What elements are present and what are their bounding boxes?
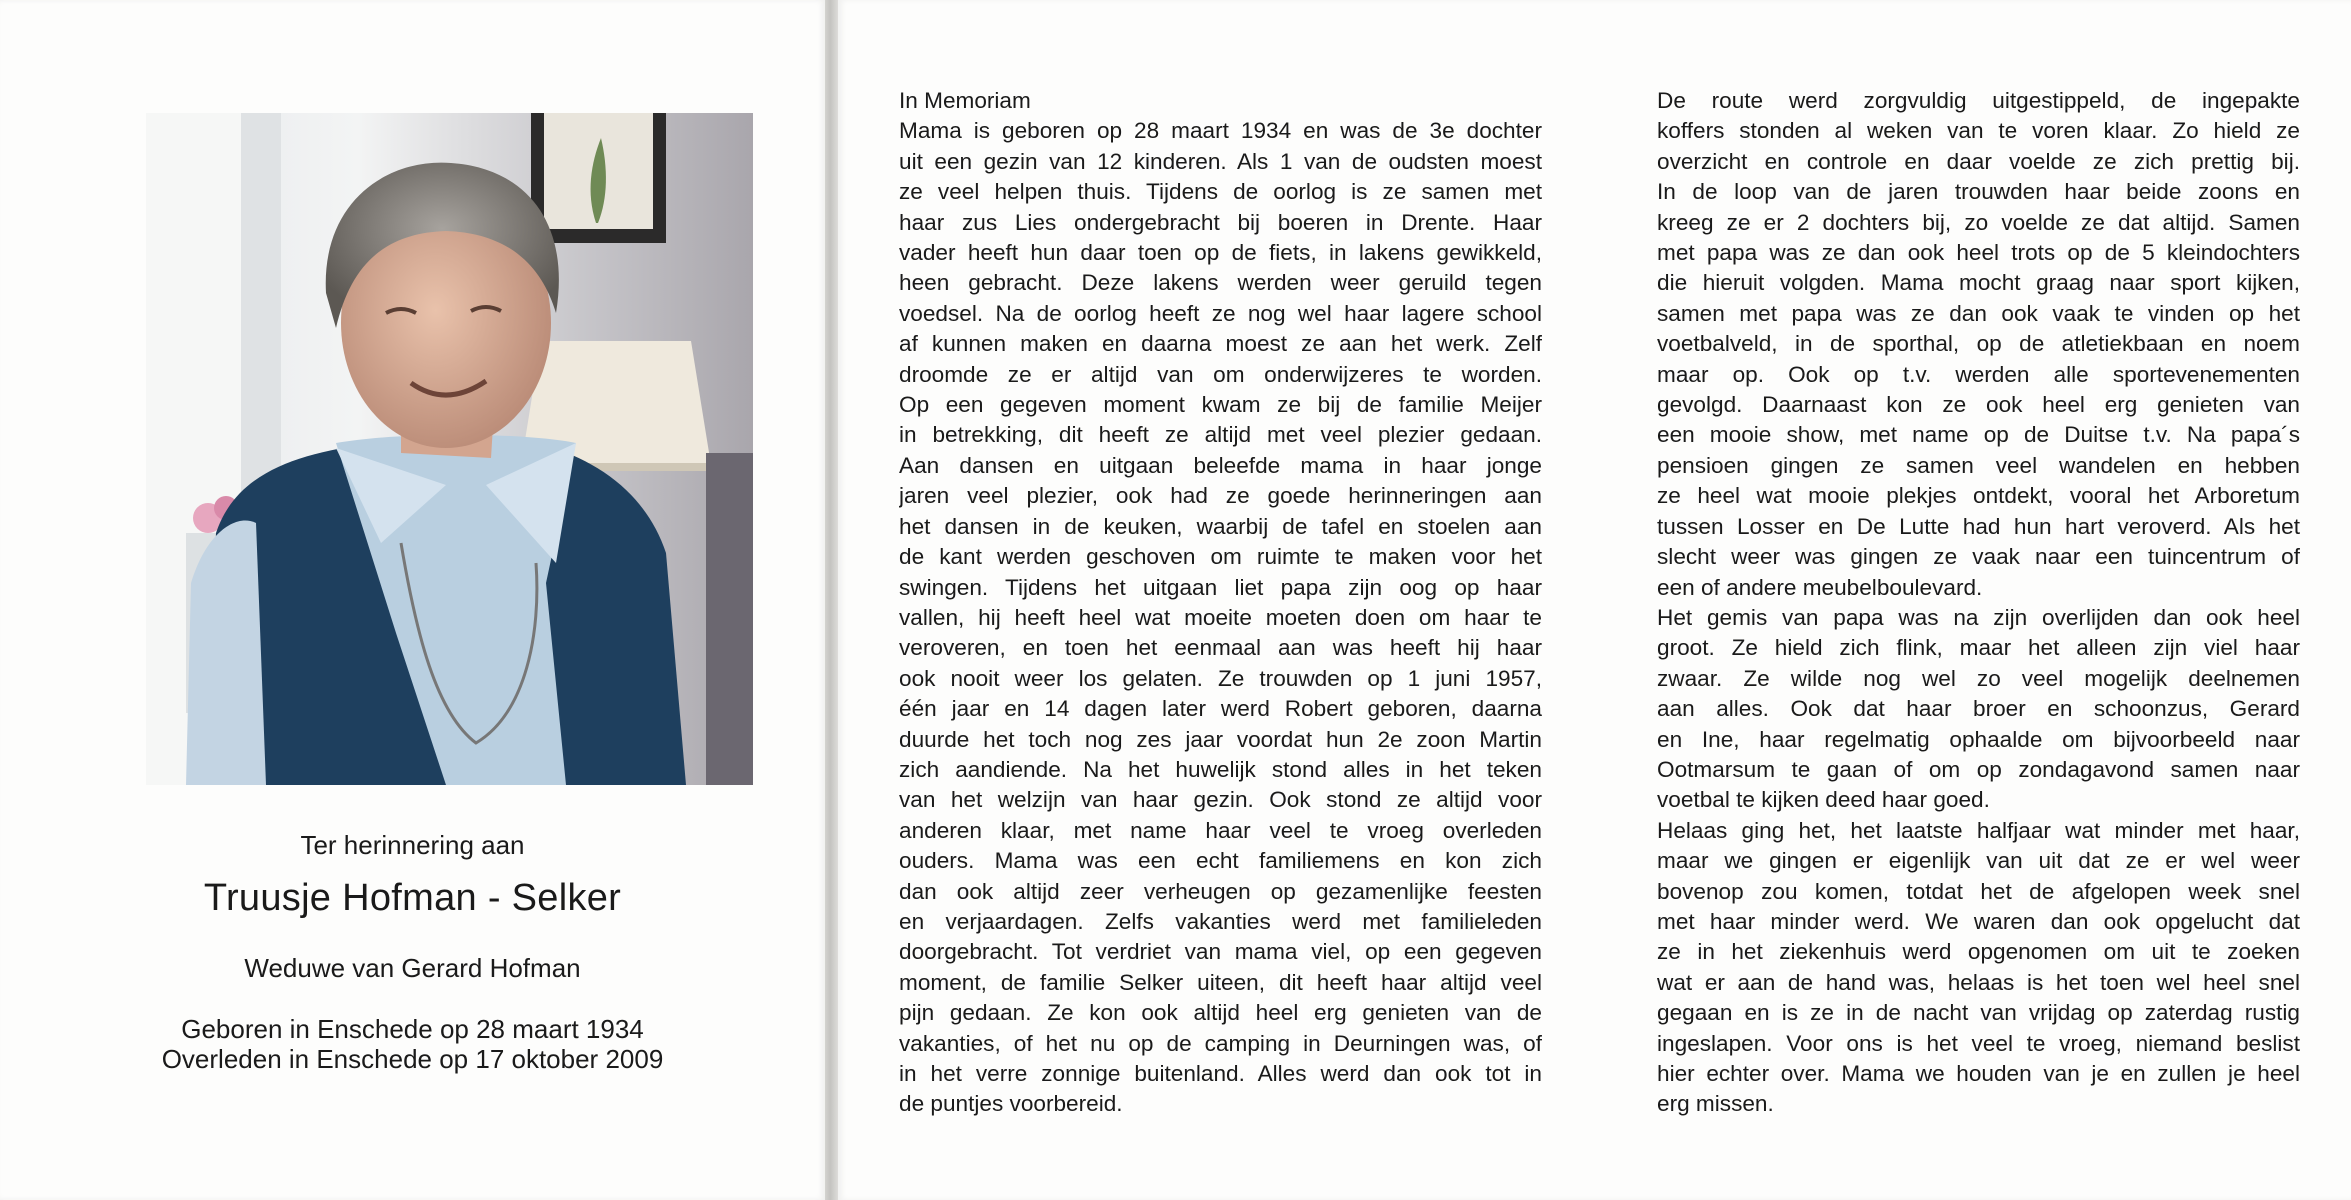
text-line: die hieruit volgden. Mama mocht graag naar sport kijken, xyxy=(1657,270,2300,296)
text-line: hier echter over. Mama we houden van je en zullen je heel xyxy=(1657,1061,2300,1086)
text-line: Aan dansen en uitgaan beleefde mama in haar jonge xyxy=(899,452,1542,478)
text-line: ze in het ziekenhuis werd opgenomen om uit te zoeken xyxy=(1657,939,2300,965)
text-line: haar zus Lies ondergebracht bij boeren in Drente. Haar xyxy=(899,209,1542,235)
text-line: één jaar en 14 dagen later werd Robert geboren, daarna xyxy=(899,696,1542,722)
text-line: ze heel wat mooie plekjes ontdekt, vooral het Arboretum xyxy=(1657,483,2300,509)
text-line: gegaan en is ze in de nacht van vrijdag op zaterdag rustig xyxy=(1657,1000,2300,1026)
text-line: koffers stonden al weken van te voren klaar. Zo hield ze xyxy=(1657,118,2300,144)
text-line: de kant werden geschoven om ruimte te maken voor het xyxy=(899,544,1542,570)
text-line: groot. Ze hield zich flink, maar het alleen zijn viel haar xyxy=(1657,635,2300,661)
text-line: vallen, hij heeft heel wat moeite moeten doen om haar te xyxy=(899,604,1542,630)
text-line: een mooie show, met name op de Duitse t.v. Na papa´s xyxy=(1657,422,2300,448)
death-text: Overleden in Enschede op 17 oktober 2009 xyxy=(161,1044,664,1074)
text-line: droomde ze er altijd van om onderwijzeres te worden. xyxy=(899,361,1542,387)
text-line: pijn gedaan. Ze kon ook altijd heel erg genieten van de xyxy=(899,1000,1542,1026)
text-line: maar op. Ook op t.v. werden alle sportevenementen xyxy=(1657,361,2300,387)
text-line: Het gemis van papa was na zijn overlijden dan ook heel xyxy=(1657,604,2300,630)
text-line: aan alles. Ook dat haar broer en schoonzus, Gerard xyxy=(1657,696,2300,722)
text-line: af kunnen maken en daarna moest ze aan het werk. Zelf xyxy=(899,331,1542,357)
text-line: samen met papa was ze dan ook vaak te vinden op het xyxy=(1657,300,2300,326)
memoriam-column-2 xyxy=(1657,86,2300,1120)
widow-of-text: Weduwe van Gerard Hofman xyxy=(244,953,581,983)
text-line: ouders. Mama was een echt familiemens en kon zich xyxy=(899,848,1542,874)
text-line: jaren veel plezier, ook had ze goede herinneringen aan xyxy=(899,483,1542,509)
text-line: en Ine, haar regelmatig ophaalde om bijvoorbeeld naar xyxy=(1657,726,2300,752)
text-line: heen gebracht. Deze lakens werden weer geruild tegen xyxy=(899,270,1542,296)
portrait-illustration xyxy=(146,113,753,785)
text-line: slecht weer was gingen ze vaak naar een tuincentrum of xyxy=(1657,544,2300,570)
text-line: pensioen gingen ze samen veel wandelen en hebben xyxy=(1657,452,2300,478)
text-line: in het verre zonnige buitenland. Alles werd dan ook tot in xyxy=(899,1061,1542,1086)
text-line: In de loop van de jaren trouwden haar beide zoons en xyxy=(1657,179,2300,205)
text-line: in betrekking, dit heeft ze altijd met veel plezier gedaan. xyxy=(899,422,1542,448)
remembrance-heading: Ter herinnering aan xyxy=(300,830,525,860)
text-line: Mama is geboren op 28 maart 1934 en was de 3e dochter xyxy=(899,118,1542,144)
text-line: de puntjes voorbereid. xyxy=(899,1091,1123,1117)
card-fold xyxy=(825,0,838,1200)
memoriam-column-1 xyxy=(899,86,1542,1120)
text-line: ingeslapen. Voor ons is het veel te vroeg, niemand beslist xyxy=(1657,1030,2300,1056)
text-line: vakanties, of het nu op de camping in Deurningen was, of xyxy=(899,1030,1542,1056)
text-line: moment, de familie Selker uiteen, dit heeft haar altijd veel xyxy=(899,969,1542,995)
text-line: dan ook altijd zeer verheugen op gezamenlijke feesten xyxy=(899,878,1542,904)
text-line: overzicht en controle en daar voelde ze zich prettig bij. xyxy=(1657,148,2300,174)
deceased-name: Truusje Hofman - Selker xyxy=(203,877,622,919)
text-line: erg missen. xyxy=(1657,1091,1774,1117)
text-line: ook nooit weer los gelaten. Ze trouwden op 1 juni 1957, xyxy=(899,665,1542,691)
text-line: anderen klaar, met name haar veel te vroeg overleden xyxy=(899,817,1542,843)
text-line: voetbalveld, in de sporthal, op de atletiekbaan en noem xyxy=(1657,331,2300,357)
text-line: voedsel. Na de oorlog heeft ze nog wel haar lagere school xyxy=(899,300,1542,326)
text-line: vader heeft hun daar toen op de fiets, in lakens gewikkeld, xyxy=(899,240,1542,266)
text-line: veroveren, en toen het eenmaal aan was heeft hij haar xyxy=(899,635,1542,661)
text-line: duurde het toch nog zes jaar voordat hun 2e zoon Martin xyxy=(899,726,1542,752)
text-line: zich aandiende. Na het huwelijk stond alles in het teken xyxy=(899,756,1542,782)
text-line: swingen. Tijdens het uitgaan liet papa zijn oog op haar xyxy=(899,574,1542,600)
text-line: gevolgd. Daarnaast kon ze ook heel erg genieten van xyxy=(1657,392,2300,418)
text-line: voetbal te kijken deed haar goed. xyxy=(1657,787,1990,813)
text-line: Ootmarsum te gaan of om op zondagavond samen naar xyxy=(1657,756,2300,782)
text-line: maar we gingen er eigenlijk van uit dat ze er wel weer xyxy=(1657,848,2300,874)
text-line: het dansen in de keuken, waarbij de tafel en stoelen aan xyxy=(899,513,1542,539)
text-line: Helaas ging het, het laatste halfjaar wat minder met haar, xyxy=(1657,817,2300,843)
text-line: met papa was ze dan ook heel trots op de 5 kleindochters xyxy=(1657,240,2300,266)
left-card-panel xyxy=(0,0,825,1200)
text-line: een of andere meubelboulevard. xyxy=(1657,574,1983,600)
text-line: De route werd zorgvuldig uitgestippeld, de ingepakte xyxy=(1657,88,2300,113)
text-line: In Memoriam xyxy=(899,88,1031,113)
text-line: van het welzijn van haar gezin. Ook stond ze altijd voor xyxy=(899,787,1542,813)
text-line: wat er aan de hand was, helaas is het toen wel heel snel xyxy=(1657,969,2300,995)
portrait-photo xyxy=(146,113,753,785)
text-line: doorgebracht. Tot verdriet van mama viel, op een gegeven xyxy=(899,939,1542,965)
text-line: bovenop zou komen, totdat het de afgelopen week snel xyxy=(1657,878,2300,904)
text-line: en verjaardagen. Zelfs vakanties werd met familieleden xyxy=(899,908,1542,934)
text-line: zwaar. Ze wilde nog wel zo veel mogelijk deelnemen xyxy=(1657,665,2300,691)
text-line: kreeg ze er 2 dochters bij, zo voelde ze dat altijd. Samen xyxy=(1657,209,2300,235)
text-line: met haar minder werd. We waren dan ook opgelucht dat xyxy=(1657,908,2300,934)
text-line: ze veel helpen thuis. Tijdens de oorlog is ze samen met xyxy=(899,179,1542,205)
birth-text: Geboren in Enschede op 28 maart 1934 xyxy=(181,1014,644,1044)
text-line: uit een gezin van 12 kinderen. Als 1 van de oudsten moest xyxy=(899,148,1542,174)
text-line: Op een gegeven moment kwam ze bij de familie Meijer xyxy=(899,392,1542,418)
text-line: tussen Losser en De Lutte had hun hart veroverd. Als het xyxy=(1657,513,2300,539)
